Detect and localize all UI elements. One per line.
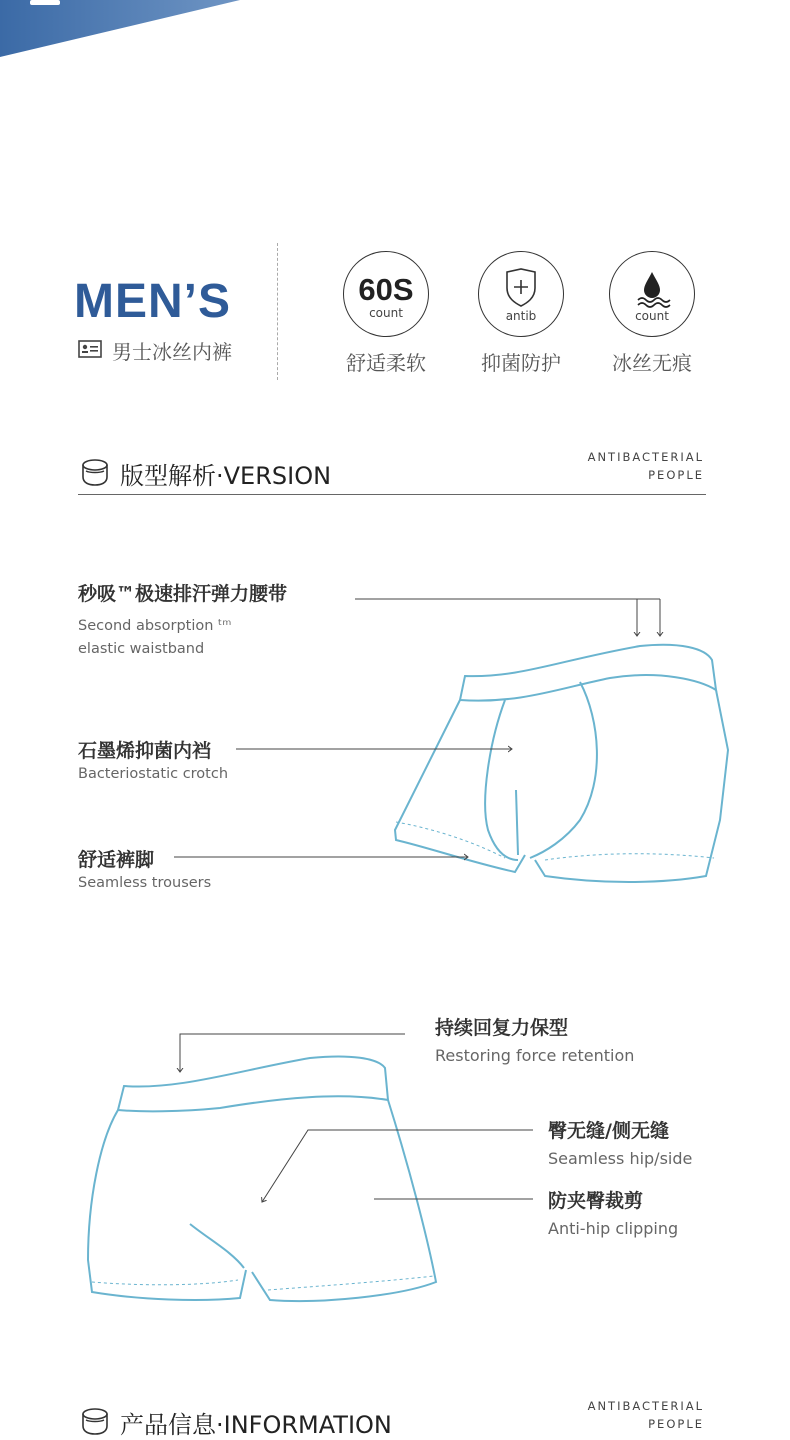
badge-60s-unit: count — [369, 305, 403, 320]
front-leader-lines — [174, 599, 660, 857]
annotation-crotch-cn: 石墨烯抑菌内裆 — [78, 740, 212, 762]
version-section-title: 版型解析·VERSION — [120, 462, 332, 490]
annotation-crotch-en: Bacteriostatic crotch — [78, 766, 229, 782]
badge-60s-value: 60S — [358, 271, 414, 307]
annotation-anti-clip-en: Anti-hip clipping — [548, 1219, 679, 1238]
annotation-restoring-en: Restoring force retention — [435, 1046, 635, 1065]
underwear-icon — [80, 1406, 110, 1440]
annotation-seamless-hip-cn: 臀无缝/侧无缝 — [548, 1120, 669, 1142]
annotation-trousers-en: Seamless trousers — [78, 875, 212, 891]
annotation-waistband-en-2: elastic waistband — [78, 641, 205, 657]
tag-line-1: ANTIBACTERIAL — [587, 450, 704, 464]
brand-subtitle: 男士冰丝内裤 — [112, 340, 232, 364]
annotation-restoring-cn: 持续回复力保型 — [435, 1017, 569, 1039]
back-leader-lines — [180, 1034, 533, 1202]
feature-label-antibacterial: 抑菌防护 — [481, 351, 561, 375]
tag-line-2: PEOPLE — [648, 468, 704, 482]
badge-drop-text: count — [635, 309, 669, 323]
info-section-tag — [588, 1397, 704, 1433]
info-section-title: 产品信息·INFORMATION — [120, 1411, 392, 1439]
annotation-seamless-hip-en: Seamless hip/side — [548, 1149, 693, 1168]
annotation-waistband-en-1: Second absorption ᵗᵐ — [78, 618, 232, 634]
badge-antib-text: antib — [505, 309, 537, 323]
brand-title: MEN’S — [74, 275, 232, 328]
annotation-trousers-cn: 舒适裤脚 — [78, 849, 155, 871]
front-briefs-drawing — [395, 645, 728, 882]
back-briefs-drawing — [88, 1056, 436, 1301]
feature-label-soft: 舒适柔软 — [346, 351, 426, 375]
feature-label-seamless: 冰丝无痕 — [612, 351, 692, 375]
info-section-header — [80, 1405, 392, 1440]
info-tag-line-2: PEOPLE — [648, 1417, 704, 1431]
annotation-anti-clip-cn: 防夹臀裁剪 — [548, 1190, 644, 1212]
annotation-waistband-cn: 秒吸™极速排汗弹力腰带 — [78, 583, 288, 605]
info-tag-line-1: ANTIBACTERIAL — [587, 1399, 704, 1413]
